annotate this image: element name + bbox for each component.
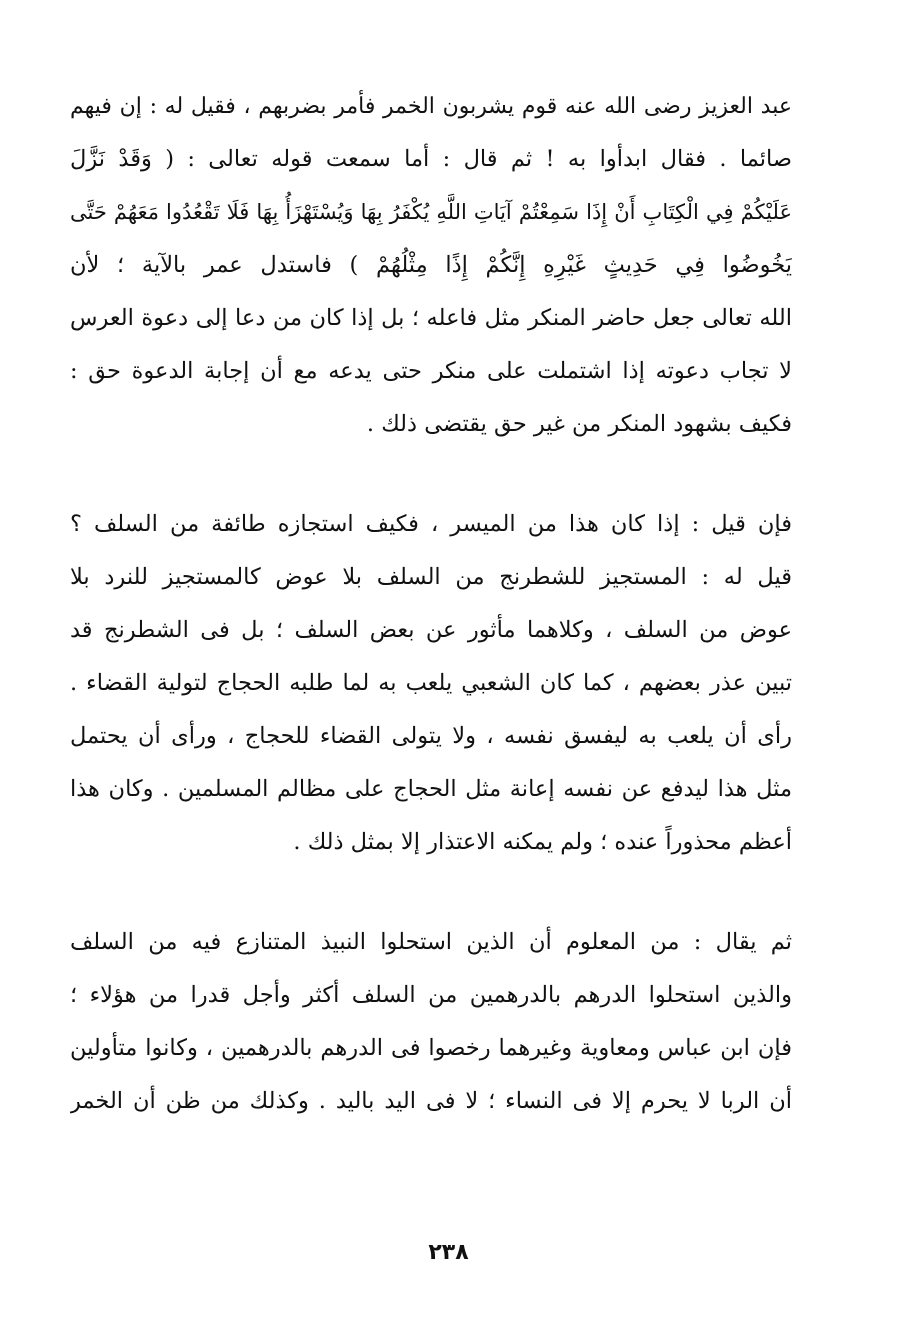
paragraph-gap bbox=[70, 451, 792, 498]
text-line: والذين استحلوا الدرهم بالدرهمين من السلف أكثر وأجل قدرا من هؤلاء ؛ bbox=[70, 982, 792, 1008]
text-line: عبد العزيز رضى الله عنه قوم يشربون الخمر فأمر بضربهم ، فقيل له : إن فيهم bbox=[70, 94, 792, 119]
paragraph-2 bbox=[70, 498, 792, 869]
text-line: فإن ابن عباس ومعاوية وغيرهما رخصوا فى الدرهم بالدرهمين ، وكانوا متأولين bbox=[70, 1035, 792, 1061]
text-line: يَخُوضُوا فِي حَدِيثٍ غَيْرِهِ إِنَّكُمْ إِذًا مِثْلُهُمْ ) فاستدل عمر بالآية ؛ لأن bbox=[70, 252, 792, 278]
text-line: مثل هذا ليدفع عن نفسه إعانة مثل الحجاج على مظالم المسلمين . وكان هذا bbox=[70, 776, 792, 802]
text-line: تبين عذر بعضهم ، كما كان الشعبي يلعب به لما طلبه الحجاج لتولية القضاء . bbox=[70, 670, 792, 696]
text-line: صائما . فقال ابدأوا به ! ثم قال : أما سمعت قوله تعالى : ( وَقَدْ نَزَّلَ bbox=[70, 146, 792, 172]
paragraph-gap bbox=[70, 869, 792, 916]
text-line: فكيف بشهود المنكر من غير حق يقتضى ذلك . bbox=[366, 411, 792, 437]
text-line: ثم يقال : من المعلوم أن الذين استحلوا النبيذ المتنازع فيه من السلف bbox=[70, 929, 792, 955]
quran-verse-line: عَلَيْكُمْ فِي الْكِتَابِ أَنْ إِذَا سَمِعْتُمْ آيَاتِ اللَّهِ يُكْفَرُ بِهَا وَيُسْتَهْزَأُ بِهَا فَلَا تَقْعُدُوا مَعَهُمْ حَتَّى bbox=[70, 200, 792, 224]
text-line: عوض من السلف ، وكلاهما مأثور عن بعض السلف ؛ بل فى الشطرنج قد bbox=[70, 617, 792, 643]
paragraph-1 bbox=[70, 80, 792, 451]
text-line: أن الربا لا يحرم إلا فى النساء ؛ لا فى اليد باليد . وكذلك من ظن أن الخمر bbox=[70, 1088, 792, 1114]
text-line: رأى أن يلعب به ليفسق نفسه ، ولا يتولى القضاء للحجاج ، ورأى أن يحتمل bbox=[70, 723, 792, 749]
text-line: قيل له : المستجيز للشطرنج من السلف بلا عوض كالمستجيز للنرد بلا bbox=[70, 564, 792, 590]
page-body bbox=[70, 80, 792, 1128]
page-number: ٢٣٨ bbox=[428, 1240, 469, 1265]
paragraph-3 bbox=[70, 916, 792, 1128]
text-line: فإن قيل : إذا كان هذا من الميسر ، فكيف استجازه طائفة من السلف ؟ bbox=[70, 511, 792, 537]
text-line: أعظم محذوراً عنده ؛ ولم يمكنه الاعتذار إلا بمثل ذلك . bbox=[293, 829, 792, 855]
text-line: الله تعالى جعل حاضر المنكر مثل فاعله ؛ بل إذا كان من دعا إلى دعوة العرس bbox=[70, 305, 792, 331]
text-line: لا تجاب دعوته إذا اشتملت على منكر حتى يدعه مع أن إجابة الدعوة حق : bbox=[70, 358, 792, 384]
